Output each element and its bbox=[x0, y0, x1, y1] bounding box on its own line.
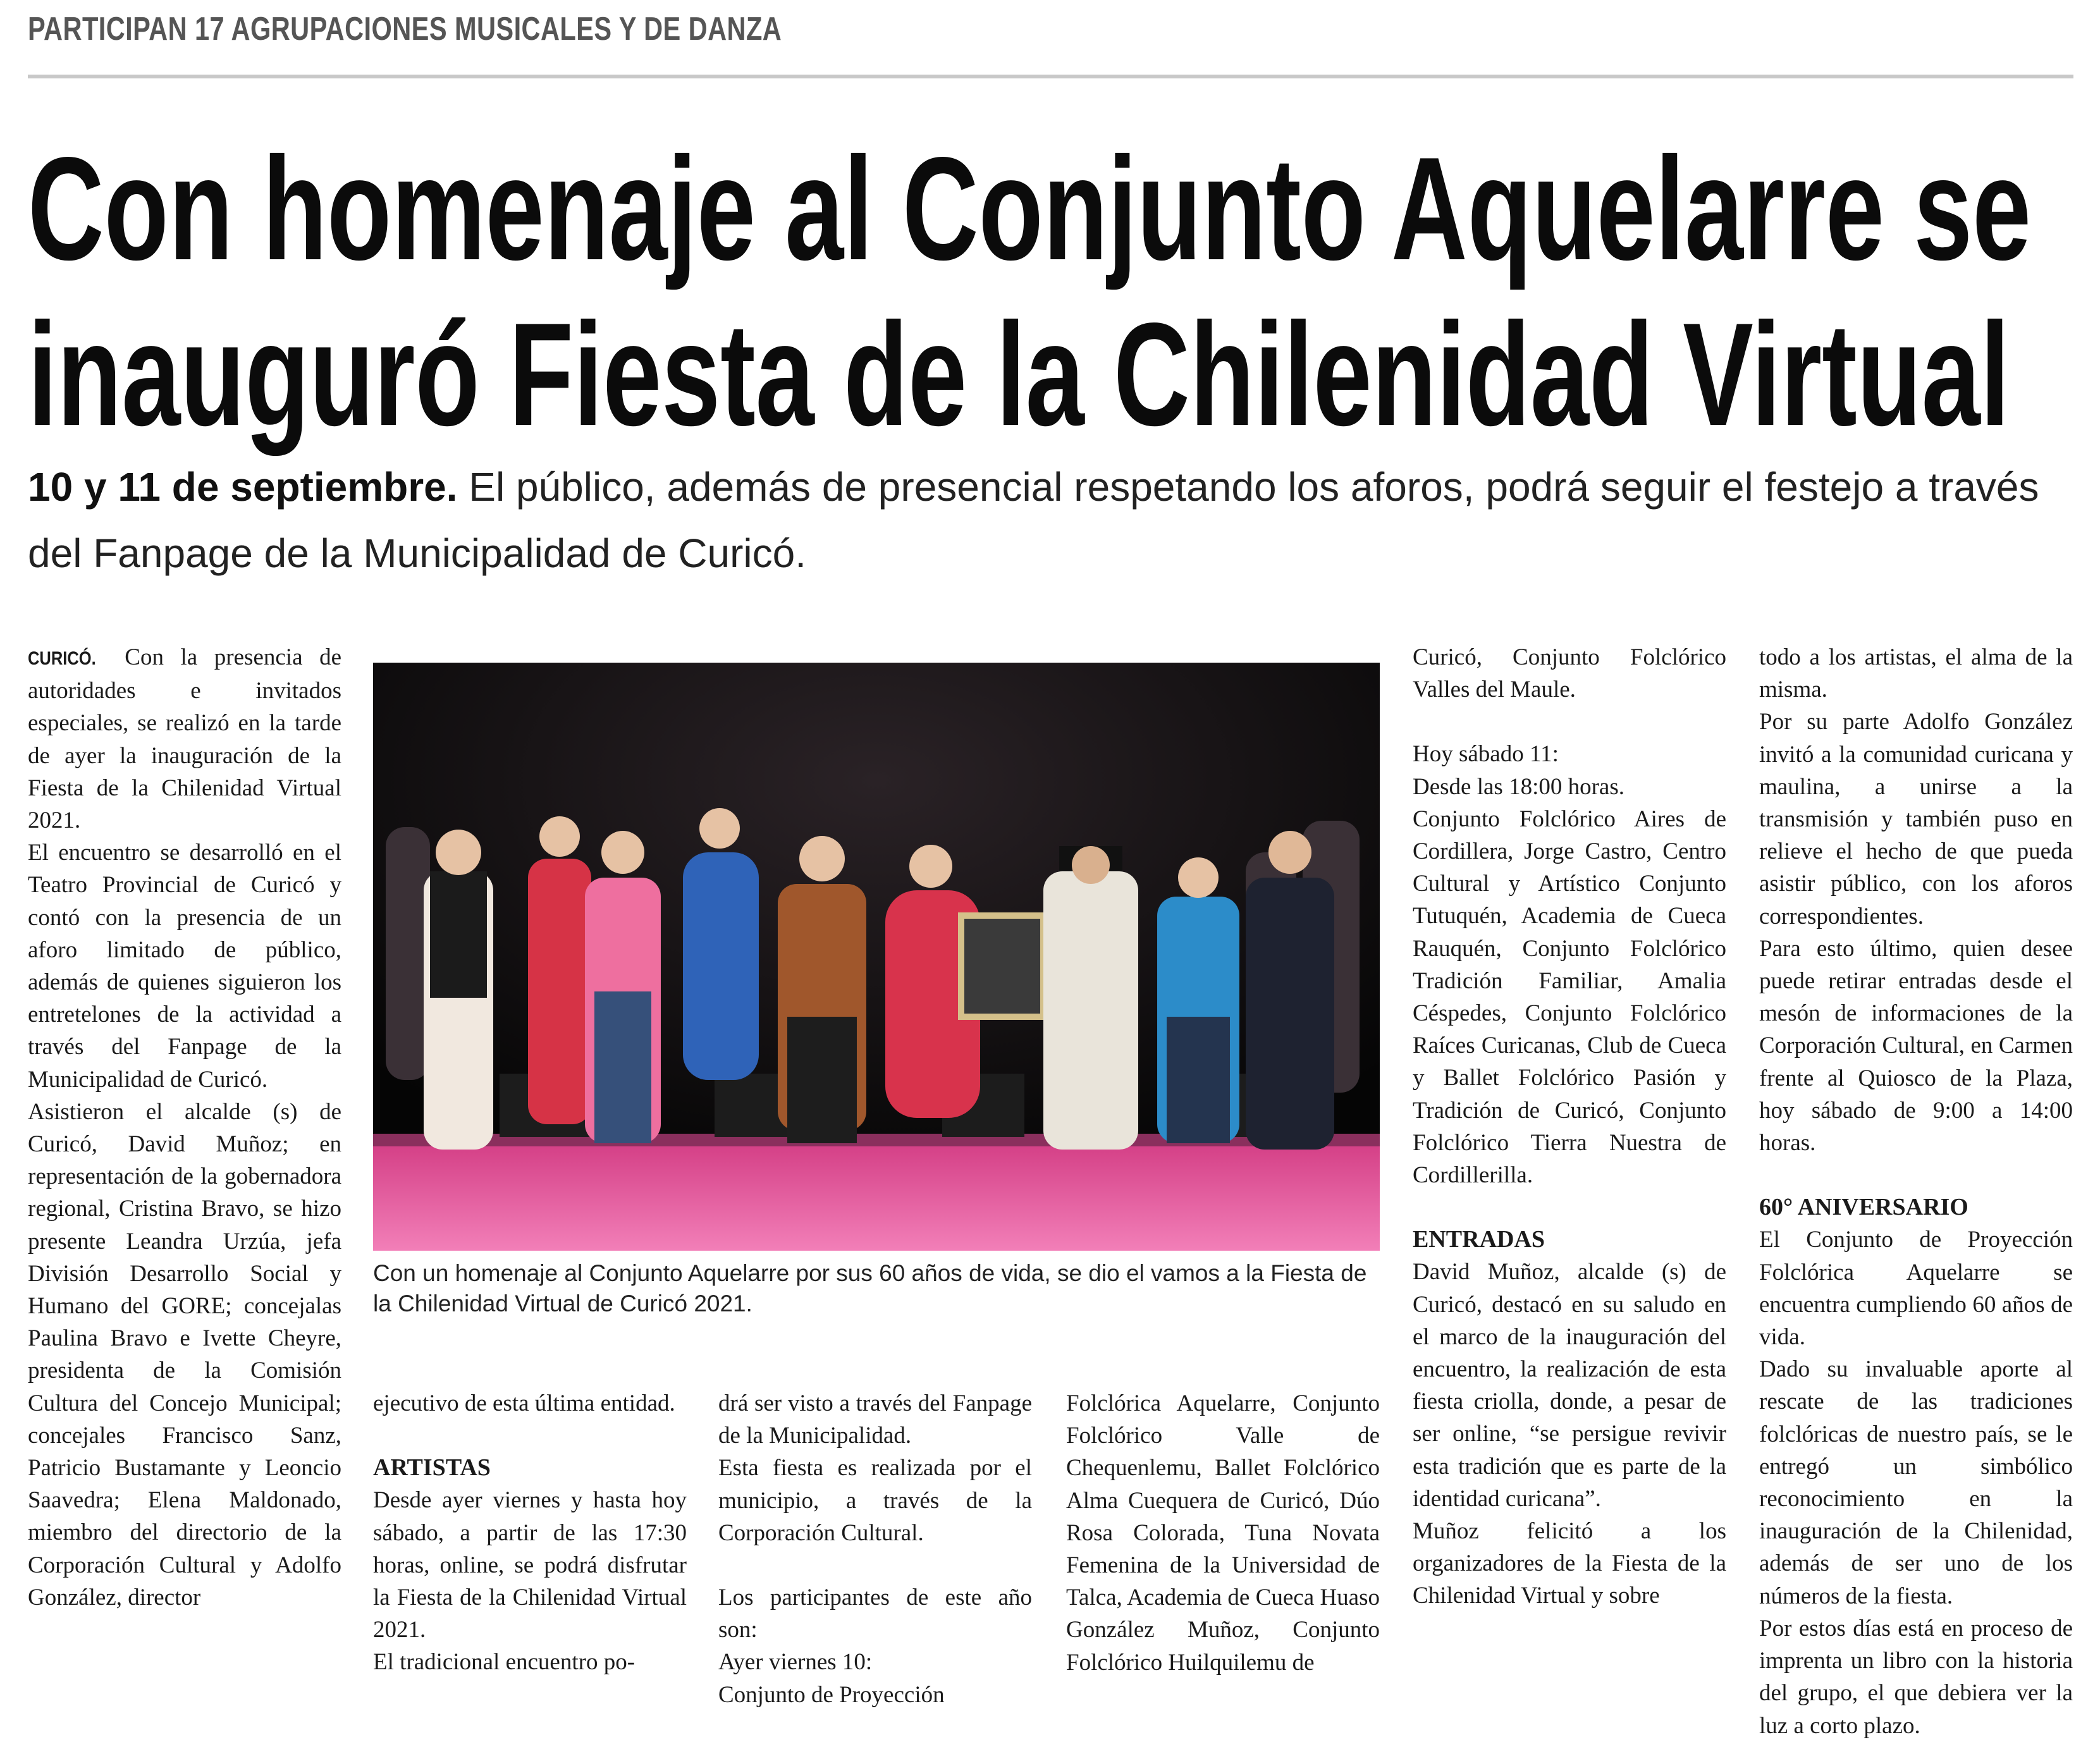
photo-caption: Con un homenaje al Conjunto Aquelarre por sus 60 años de vida, se dio el vamos a la Fiesta de la Chilenidad Virtual de Curicó 2021. bbox=[373, 1260, 1367, 1316]
col2-paragraph-2: Desde ayer viernes y hasta hoy sábado, a partir de las 17:30 horas, online, se podrá disfrutar la Fiesta de la Chilenidad Virtual 2021. bbox=[373, 1487, 687, 1643]
col6-paragraph-4: El Conjunto de Proyección Folclórica Aquelarre se encuentra cumpliendo 60 años de vida. bbox=[1759, 1227, 2073, 1351]
column-1 bbox=[28, 641, 341, 1614]
stage-photo bbox=[373, 663, 1380, 1251]
col1-paragraph-3: Asistieron el alcalde (s) de Curicó, David Muñoz; en representación de la gobernadora regional, Cristina Bravo, se hizo presente Leandra Urzúa, jefa División Desarrollo Social y Humano del GORE; concejalas Paulina Bravo e Ivette Cheyre, presidenta de la Comisión Cultura del Concejo Municipal; concejales Francisco Sanz, Patricio Bustamante y Leoncio Saavedra; Elena Maldonado, miembro del directorio de la Corporación Cultural y Adolfo González, director bbox=[28, 1098, 341, 1610]
col6-paragraph-5: Dado su invaluable aporte al rescate de las tradiciones folclóricas de nuestro país, se le entregó un simbólico reconocimiento en la inauguración de la Chilenidad, además de ser uno de los números de la fiesta. bbox=[1759, 1356, 2073, 1609]
headline bbox=[28, 126, 2032, 458]
kicker: PARTICIPAN 17 AGRUPACIONES MUSICALES Y DE DANZA bbox=[28, 11, 782, 47]
col3-paragraph-2: Esta fiesta es realizada por el municipio, a través de la Corporación Cultural. bbox=[718, 1455, 1032, 1546]
col6-paragraph-6: Por estos días está en proceso de imprenta un libro con la historia del grupo, el que debiera ver la luz a corto plazo. bbox=[1759, 1615, 2073, 1739]
header-rule bbox=[28, 75, 2073, 78]
deck-lead: 10 y 11 de septiembre. bbox=[28, 464, 458, 510]
col3-paragraph-5: Conjunto de Proyección bbox=[718, 1681, 945, 1708]
col3-paragraph-4: Ayer viernes 10: bbox=[718, 1649, 873, 1676]
col6-paragraph-2: Por su parte Adolfo González invitó a la comunidad curicana y maulina, a unirse a la transmisión y también puso en relieve el hecho de que pueda asistir público, con los aforos correspondientes. bbox=[1759, 709, 2073, 929]
column-2 bbox=[373, 1387, 687, 1679]
col1-paragraph-2: El encuentro se desarrolló en el Teatro Provincial de Curicó y contó con la presencia de un aforo limitado de público, además de quienes siguieron los entretelones de la actividad a través del Fanpage de la Municipalidad de Curicó. bbox=[28, 840, 341, 1093]
col5-paragraph-3: Desde las 18:00 horas. bbox=[1413, 773, 1624, 800]
col2-paragraph-1: ejecutivo de esta última entidad. bbox=[373, 1390, 675, 1416]
subhead-artistas: ARTISTAS bbox=[373, 1454, 491, 1481]
col1-p1-text: Con la presencia de autoridades e invitados especiales, se realizó en la tarde de ayer la inauguración de la Fiesta de la Chilenidad Virtual 2021. bbox=[28, 644, 342, 834]
col5-paragraph-1: Curicó, Conjunto Folclórico Valles del Maule. bbox=[1413, 644, 1726, 703]
stage-photo-image bbox=[373, 663, 1380, 1251]
deck bbox=[28, 454, 2077, 587]
col4-paragraph-1: Folclórica Aquelarre, Conjunto Folclórico Valle de Chequenlemu, Ballet Folclórico Alma Cuequera de Curicó, Dúo Rosa Colorada, Tuna Novata Femenina de la Universidad de Talca, Academia de Cueca Huaso González Muñoz, Conjunto Folclórico Huilquilemu de bbox=[1066, 1390, 1380, 1676]
column-4 bbox=[1066, 1387, 1380, 1679]
subhead-aniversario: 60° ANIVERSARIO bbox=[1759, 1194, 1968, 1221]
subhead-entradas: ENTRADAS bbox=[1413, 1226, 1545, 1253]
col5-paragraph-4: Conjunto Folclórico Aires de Cordillera, Jorge Castro, Centro Cultural y Artístico Conjunto Tutuquén, Academia de Cueca Rauquén, Conjunto Folclórico Tradición Familiar, Amalia Céspedes, Conjunto Folclórico Raíces Curicanas, Club de Cueca y Ballet Folclórico Pasión y Tradición de Curicó, Conjunto Folclórico Tierra Nuestra de Cordillerilla. bbox=[1413, 806, 1726, 1189]
col5-paragraph-6: Muñoz felicitó a los organizadores de la Fiesta de la Chilenidad Virtual y sobre bbox=[1413, 1518, 1726, 1609]
column-5 bbox=[1413, 641, 1726, 1612]
col1-paragraph-1 bbox=[28, 641, 341, 837]
col6-paragraph-1: todo a los artistas, el alma de la misma. bbox=[1759, 644, 2073, 703]
headline-line-1: Con homenaje al Conjunto Aquelarre se bbox=[28, 127, 2032, 291]
deck-text: El público, además de presencial respetando los aforos, podrá seguir el festejo a través del Fanpage de la Municipalidad de Curicó. bbox=[28, 464, 2039, 576]
column-6 bbox=[1759, 641, 2073, 1742]
col3-paragraph-3: Los participantes de este año son: bbox=[718, 1585, 1032, 1643]
col5-paragraph-2: Hoy sábado 11: bbox=[1413, 741, 1559, 768]
col6-paragraph-3: Para esto último, quien desee puede retirar entradas desde el mesón de informaciones de la Corporación Cultural, en Carmen frente al Quiosco de la Plaza, hoy sábado de 9:00 a 14:00 horas. bbox=[1759, 935, 2073, 1156]
col2-paragraph-3: El tradicional encuentro po- bbox=[373, 1649, 636, 1676]
dateline: CURICÓ. bbox=[28, 648, 96, 669]
headline-line-2: inauguró Fiesta de la Chilenidad Virtual bbox=[28, 293, 2010, 457]
col3-paragraph-1: drá ser visto a través del Fanpage de la Municipalidad. bbox=[718, 1390, 1032, 1449]
col5-paragraph-5: David Muñoz, alcalde (s) de Curicó, destacó en su saludo en el marco de la inauguración del encuentro, la realización de esta fiesta criolla, donde, a pesar de ser online, “se persigue revivir esta tradición que es parte de la identidad curicana”. bbox=[1413, 1259, 1726, 1512]
column-3 bbox=[718, 1387, 1032, 1711]
